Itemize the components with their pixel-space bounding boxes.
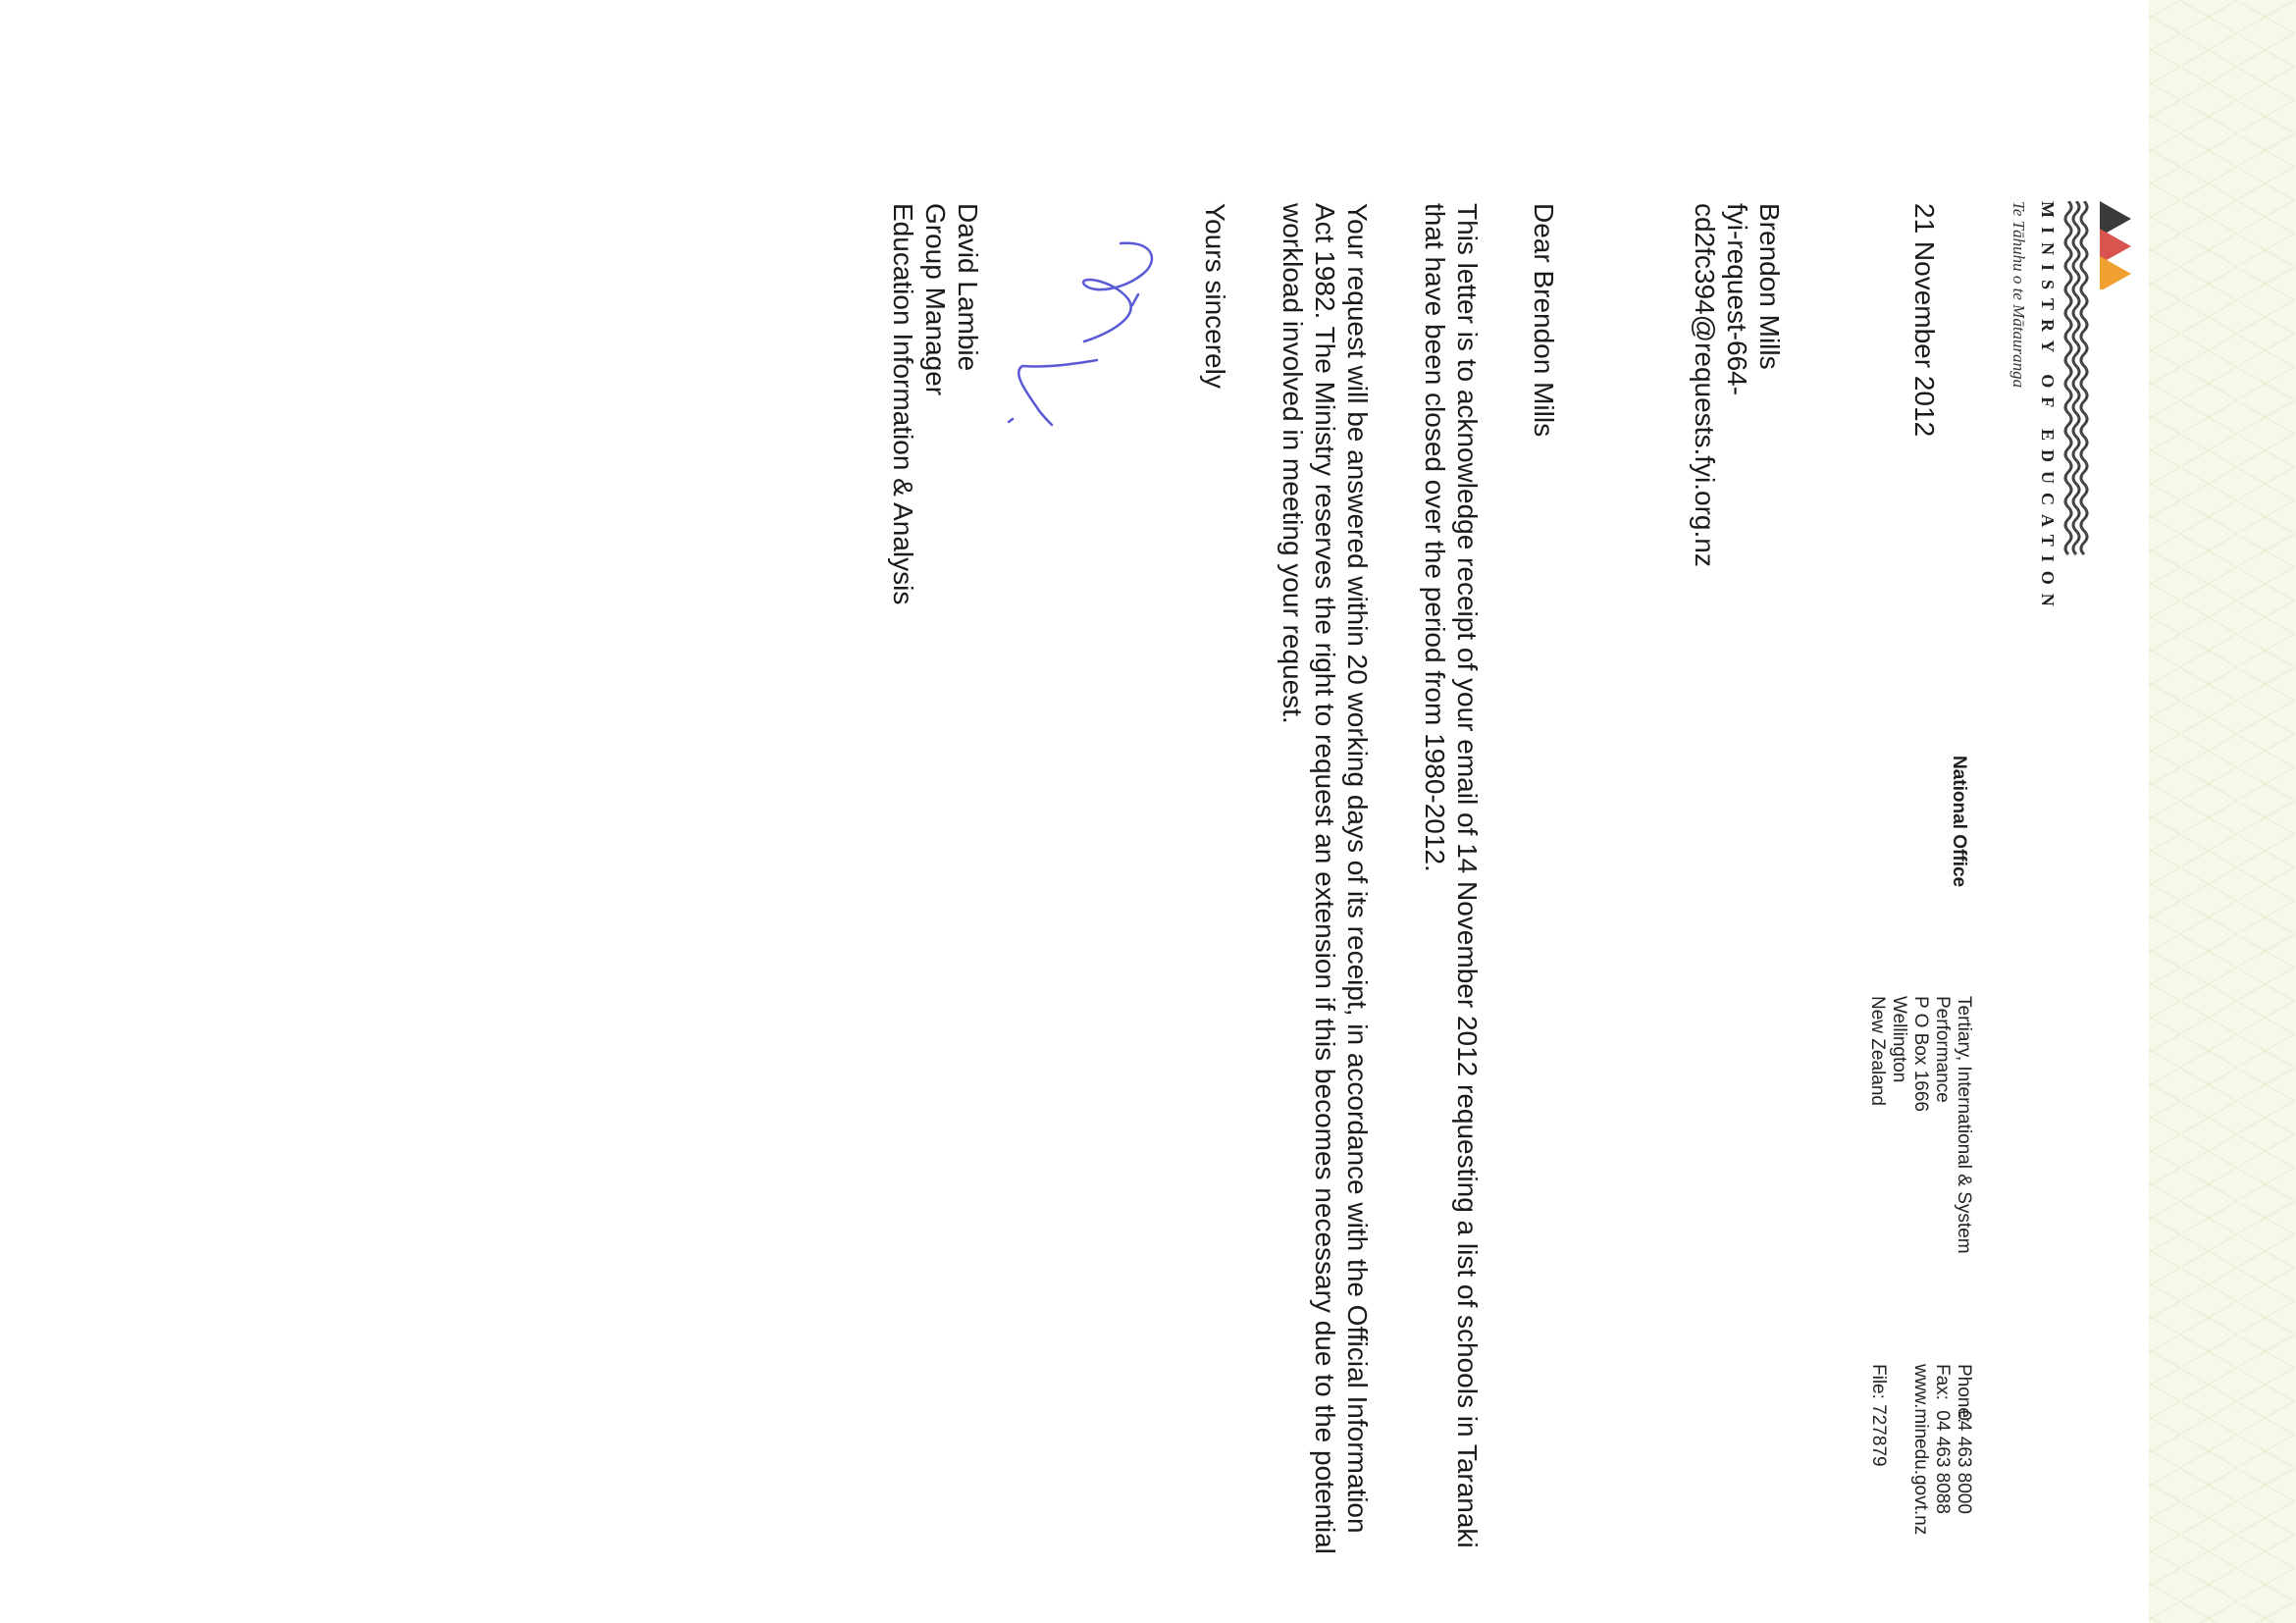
phone-number: 04 463 8000 [1954,1410,1974,1514]
recipient-email-line: fyi-request-664- [1722,203,1752,396]
office-line: Tertiary, International & System [1954,996,1974,1254]
phone-row [1953,1364,1974,1535]
website: www.minedu.govt.nz [1910,1364,1931,1536]
logo-waves-icon [2061,201,2090,564]
file-reference: File: 727879 [1868,1364,1889,1467]
salutation: Dear Brendon Mills [1529,203,1559,438]
office-line: Wellington [1889,996,1909,1083]
fax-row [1931,1364,1953,1535]
recipient-name: Brendon Mills [1754,203,1785,370]
office-line: Performance [1932,996,1953,1103]
fax-label: Fax: [1932,1364,1953,1400]
office-label: National Office [1949,756,1969,888]
organization-tagline: Te Tāhuhu o te Mātauranga [2009,201,2028,389]
body-paragraph: This letter is to acknowledge receipt of your email of 14 November 2012 requesting a list of schools in Taranaki that have been closed over the period from 1980-2012. [1420,203,1483,1548]
letterhead-pattern [2149,0,2296,1623]
body-paragraph: Your request will be answered within 20 working days of its receipt, in accordance with the Official Information Act 1982. The Ministry reserves the right to request an extension if this becomes necessary due to the potential workload involved in meeting your request. [1278,203,1373,1554]
organization-name: MINISTRY OF EDUCATION [2038,201,2058,615]
recipient-email-line: cd2fc394@requests.fyi.org.nz [1690,203,1720,567]
signatory-title: Group Manager [920,203,951,396]
office-line: P O Box 1666 [1910,996,1931,1112]
office-line: New Zealand [1867,996,1888,1106]
letter-date: 21 November 2012 [1909,203,1940,438]
fax-number: 04 463 8088 [1932,1410,1953,1514]
signatory-block [887,203,984,604]
signatory-unit: Education Information & Analysis [888,203,918,605]
logo-triangles-icon [2096,201,2139,289]
recipient-block [1689,203,1786,567]
closing: Yours sincerely [1200,203,1230,389]
phone-label: Phone: [1954,1364,1974,1424]
signature-icon [971,240,1168,437]
contact-block [1909,1364,1974,1535]
office-address [1866,996,1974,1254]
signatory-name: David Lambie [953,203,983,372]
